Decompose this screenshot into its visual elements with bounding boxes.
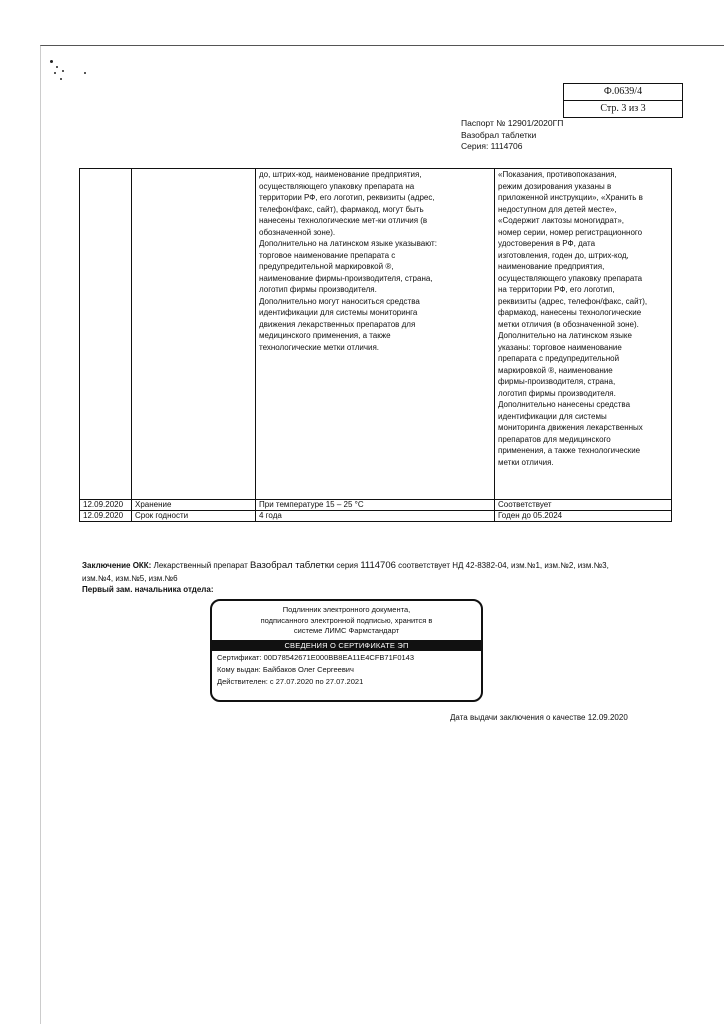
page-top-rule [40, 45, 724, 46]
issue-date: Дата выдачи заключения о качестве 12.09.2020 [450, 713, 628, 722]
e-signature-stamp [210, 599, 483, 702]
conclusion-text-after: соответствует НД 42-8382-04, изм.№1, изм.№2, изм.№3, изм.№4, изм.№5, изм.№6 [82, 561, 609, 583]
page-number: Стр. 3 из 3 [564, 100, 682, 117]
stamp-header [212, 601, 481, 637]
stamp-line: подписанного электронной подписью, хранится в [260, 615, 433, 625]
date-cell: 12.09.2020 [80, 511, 132, 522]
date-cell: 12.09.2020 [80, 500, 132, 511]
quality-table [79, 168, 672, 522]
date-cell [80, 169, 132, 500]
stamp-line: Подлинник электронного документа, [282, 605, 411, 614]
stamp-certificate-bar: СВЕДЕНИЯ О СЕРТИФИКАТЕ ЭП [212, 640, 481, 651]
passport-number: Паспорт № 12901/2020ГП [461, 118, 564, 128]
stamp-certificate: Сертификат: 00D78542671E000BB8EA11E4CFB71F0143 [217, 652, 415, 662]
conclusion [82, 560, 622, 585]
requirement-cell: 4 года [256, 511, 495, 522]
stamp-valid: Действителен: с 27.07.2020 по 27.07.2021 [217, 676, 364, 686]
scan-speck [56, 66, 58, 68]
scan-speck [50, 60, 53, 63]
result-cell: Соответствует [495, 500, 672, 511]
table-row [80, 169, 672, 500]
conclusion-series-label: серия [336, 561, 359, 570]
param-cell: Хранение [132, 500, 256, 511]
deputy-label: Первый зам. начальника отдела: [82, 585, 214, 594]
scan-speck [84, 72, 86, 74]
requirement-cell: до, штрих-код, наименование предприятия, осуществляющего упаковку препарата на территории РФ, его логотип, реквизиты (адрес, телефон/факс, сайт), фармакод, могут быть нанесены технологические мет-ки отличия (в обозначенной зоне). Дополнительно на латинском языке указывают: торговое наименование препарата с предупредительной маркировкой ®, наименование фирмы-производителя, страна, логотип фирмы производителя. Дополнительно могут наноситься средства идентификации для системы мониторинга движения лекарственных препаратов для медицинского применения, а также технологические метки отличия. [256, 169, 495, 500]
form-code: Ф.0639/4 [603, 86, 643, 97]
result-cell: «Показания, противопоказания, режим дозирования указаны в приложенной инструкции», «Хранить в недоступном для детей месте», «Содержит лактозы моногидрат», номер серии, номер регистрационного удостоверения в РФ, дата изготовления, годен до, штрих-код, наименование предприятия, осуществляющего упаковку препарата на территории РФ, его логотип, реквизиты (адрес, телефон/факс, сайт), фармакод, нанесены технологические метки отличия (в обозначенной зоне). Дополнительно на латинском языке указаны: торговое наименование препарата с предупредительной маркировкой ®, наименование фирмы-производителя, страна, логотип фирмы производителя. Дополнительно нанесены средства идентификации для системы мониторинга движения лекарственных препаратов для медицинского применения, а также технологические метки отличия. [495, 169, 672, 500]
result-cell: Годен до 05.2024 [495, 511, 672, 522]
table-row [80, 511, 672, 522]
param-cell: Срок годности [132, 511, 256, 522]
requirement-cell: При температуре 15 – 25 °С [256, 500, 495, 511]
page-left-rule [40, 45, 41, 1024]
conclusion-text-before: Лекарственный препарат [153, 561, 248, 570]
conclusion-series: 1114706 [360, 560, 396, 571]
stamp-issued-to: Кому выдан: Байбаков Олег Сергеевич [217, 664, 354, 674]
stamp-line: системе ЛИМС Фармстандарт [293, 626, 400, 635]
scan-speck [60, 78, 62, 80]
param-cell [132, 169, 256, 500]
table-row [80, 500, 672, 511]
conclusion-product: Вазобрал таблетки [250, 560, 335, 571]
form-code-box [563, 83, 683, 118]
scan-speck [62, 70, 64, 72]
scan-speck [54, 72, 56, 74]
series-number: Серия: 1114706 [461, 141, 523, 151]
conclusion-label: Заключение ОКК: [82, 561, 152, 570]
product-name: Вазобрал таблетки [461, 129, 537, 140]
passport-block [461, 118, 563, 153]
